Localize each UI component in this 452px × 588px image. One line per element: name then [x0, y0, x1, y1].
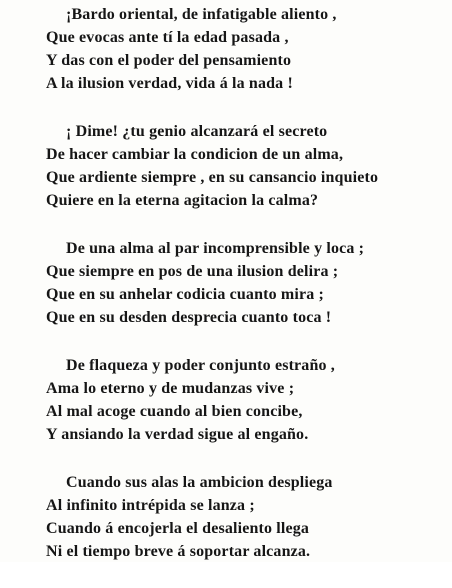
poem: [46, 3, 446, 588]
verse-line: Cuando á encojerla el desaliento llega: [46, 520, 310, 537]
verse-line: ¡Bardo oriental, de infatigable aliento ,: [66, 6, 337, 23]
verse-line: Al mal acoge cuando al bien concibe,: [46, 403, 303, 420]
stanza-1: [46, 3, 446, 95]
verse-line: De flaqueza y poder conjunto estraño ,: [66, 357, 335, 374]
verse-line: A la ilusion verdad, vida á la nada !: [46, 75, 293, 92]
stanza-5: [46, 471, 446, 563]
verse-line: Que evocas ante tí la edad pasada ,: [46, 29, 289, 46]
verse-line: Quiere en la eterna agitacion la calma?: [46, 192, 319, 209]
verse-line: Que siempre en pos de una ilusion delira ;: [46, 263, 339, 280]
verse-line: Que en su anhelar codicia cuanto mira ;: [46, 286, 324, 303]
verse-line: Y ansiando la verdad sigue al engaño.: [46, 426, 309, 443]
verse-line: Que ardiente siempre , en su cansancio inquieto: [46, 169, 379, 186]
verse-line: Que en su desden desprecia cuanto toca !: [46, 309, 332, 326]
verse-line: Cuando sus alas la ambicion despliega: [66, 474, 333, 491]
verse-line: Y das con el poder del pensamiento: [46, 52, 292, 69]
stanza-3: [46, 237, 446, 329]
stanza-2: [46, 120, 446, 212]
stanza-4: [46, 354, 446, 446]
verse-line: Al infinito intrépida se lanza ;: [46, 497, 255, 514]
verse-line: Ama lo eterno y de mudanzas vive ;: [46, 380, 295, 397]
verse-line: De una alma al par incomprensible y loca ;: [66, 240, 365, 257]
verse-line: ¡ Dime! ¿tu genio alcanzará el secreto: [66, 123, 328, 140]
verse-line: Ni el tiempo breve á soportar alcanza.: [46, 543, 311, 560]
verse-line: De hacer cambiar la condicion de un alma,: [46, 146, 344, 163]
